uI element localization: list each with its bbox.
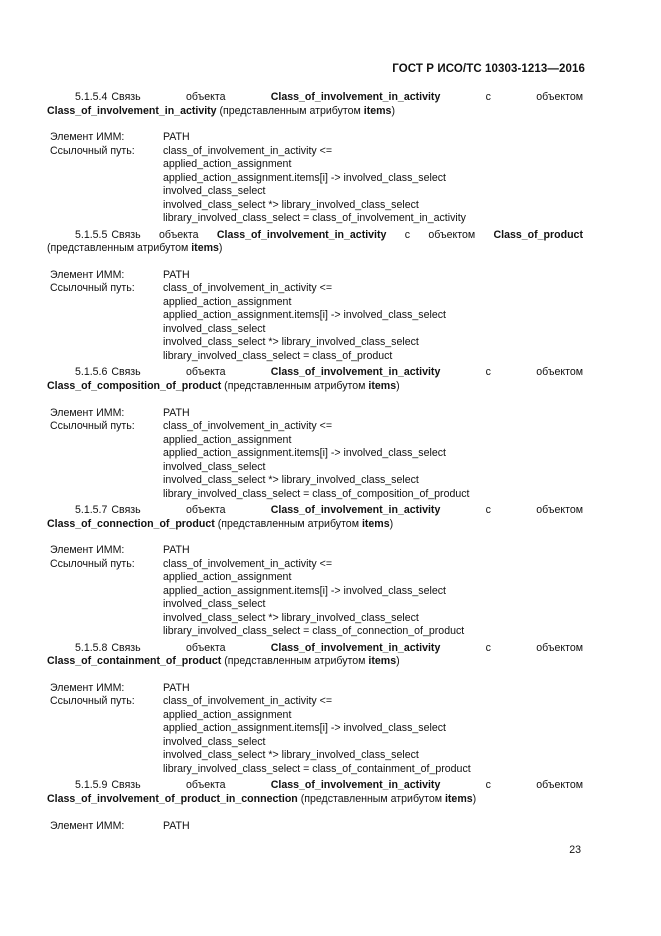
imm-row	[47, 820, 583, 834]
imm-value: PATH	[163, 544, 190, 557]
entity-name: Class_of_involvement_in_activity	[47, 104, 217, 117]
ref-path-lines	[163, 145, 583, 226]
heading-text: с объектом	[440, 641, 583, 654]
path-line: applied_action_assignment.items[i] -> involved_class_select	[163, 584, 446, 597]
imm-row	[47, 682, 583, 696]
ref-path-lines	[163, 695, 583, 776]
ref-path-row	[47, 558, 583, 639]
attribute-name: items	[191, 242, 219, 255]
ref-path-row	[47, 145, 583, 226]
heading-text: с объектом	[440, 504, 583, 517]
path-line: class_of_involvement_in_activity <=	[163, 557, 333, 570]
clause-number: 5.1.5.8	[75, 641, 108, 654]
ref-path-lines	[163, 420, 583, 501]
entity-name: Class_of_involvement_in_activity	[270, 779, 441, 792]
clause-number: 5.1.5.4	[75, 91, 108, 103]
path-line: library_involved_class_select = class_of_involvement_in_activity	[163, 212, 466, 225]
clause-section	[47, 504, 583, 639]
heading-text: (представленным атрибутом	[216, 104, 364, 117]
path-line: involved_class_select	[163, 322, 266, 335]
path-line: applied_action_assignment.items[i] -> involved_class_select	[163, 309, 446, 322]
path-line: applied_action_assignment	[163, 158, 292, 171]
path-line: class_of_involvement_in_activity <=	[163, 282, 333, 295]
clause-heading	[47, 91, 583, 118]
imm-value: PATH	[163, 268, 190, 281]
heading-text: Связь объекта	[111, 91, 271, 103]
clause-heading	[47, 229, 583, 256]
heading-text: (представленным атрибутом	[221, 379, 369, 392]
heading-text: с объектом	[440, 366, 583, 379]
path-line: applied_action_assignment	[163, 295, 292, 308]
ref-path-row	[47, 695, 583, 776]
path-line: applied_action_assignment	[163, 433, 292, 446]
ref-path-lines	[163, 558, 583, 639]
clause-number: 5.1.5.7	[75, 504, 108, 517]
attribute-name: items	[368, 379, 397, 392]
entity-name: Class_of_connection_of_product	[47, 517, 215, 530]
clause-number: 5.1.5.9	[75, 779, 108, 792]
ref-path-row	[47, 282, 583, 363]
path-line: applied_action_assignment.items[i] -> involved_class_select	[163, 171, 446, 184]
heading-text: )	[472, 793, 477, 806]
clause-section	[47, 229, 583, 364]
clause-section	[47, 642, 583, 777]
entity-name: Class_of_containment_of_product	[47, 655, 222, 668]
clause-number: 5.1.5.5	[75, 228, 108, 241]
path-line: involved_class_select *> library_involved_class_select	[163, 474, 419, 487]
entity-name: Class_of_involvement_in_activity	[270, 91, 441, 103]
heading-text: )	[396, 379, 400, 392]
path-line: involved_class_select	[163, 735, 266, 748]
clause-heading	[47, 779, 583, 806]
imm-label: Элемент ИММ:	[50, 544, 125, 557]
path-line: applied_action_assignment	[163, 708, 292, 721]
heading-text: )	[218, 242, 223, 255]
document-body	[47, 91, 583, 833]
clause-section	[47, 91, 583, 226]
path-line: involved_class_select *> library_involved_class_select	[163, 611, 419, 624]
imm-value: PATH	[163, 131, 190, 144]
imm-label: Элемент ИММ:	[50, 268, 125, 281]
ref-path-label: Ссылочный путь:	[50, 282, 135, 295]
heading-text: )	[396, 655, 400, 668]
path-line: involved_class_select *> library_involved_class_select	[163, 198, 419, 211]
clause-heading	[47, 366, 583, 393]
path-line: library_involved_class_select = class_of_connection_of_product	[163, 625, 465, 638]
entity-name: Class_of_involvement_in_activity	[270, 641, 441, 654]
attribute-name: items	[361, 517, 390, 530]
imm-row	[47, 544, 583, 558]
path-line: class_of_involvement_in_activity <=	[163, 420, 333, 433]
entity-name: Class_of_product	[493, 228, 583, 241]
heading-text: с объектом	[440, 779, 583, 792]
path-line: involved_class_select	[163, 598, 266, 611]
imm-row	[47, 131, 583, 145]
heading-text: с объектом	[440, 91, 583, 103]
path-line: involved_class_select *> library_involved_class_select	[163, 336, 419, 349]
heading-text: Связь объекта	[111, 228, 217, 241]
entity-name: Class_of_involvement_in_activity	[270, 366, 441, 379]
imm-row	[47, 269, 583, 283]
ref-path-label: Ссылочный путь:	[50, 420, 135, 433]
imm-label: Элемент ИММ:	[50, 819, 125, 832]
heading-text: )	[389, 517, 394, 530]
entity-name: Class_of_composition_of_product	[47, 379, 222, 392]
heading-text: с объектом	[386, 228, 494, 241]
ref-path-row	[47, 420, 583, 501]
entity-name: Class_of_involvement_in_activity	[216, 228, 387, 241]
clause-number: 5.1.5.6	[75, 366, 108, 379]
path-line: involved_class_select *> library_involved_class_select	[163, 749, 419, 762]
ref-path-label: Ссылочный путь:	[50, 557, 135, 570]
heading-text: Связь объекта	[111, 366, 271, 379]
path-line: applied_action_assignment.items[i] -> involved_class_select	[163, 722, 446, 735]
imm-value: PATH	[163, 406, 190, 419]
heading-text: (представленным атрибутом	[214, 517, 362, 530]
path-line: applied_action_assignment.items[i] -> involved_class_select	[163, 447, 446, 460]
heading-text: Связь объекта	[111, 779, 271, 792]
heading-text: Связь объекта	[111, 641, 271, 654]
imm-label: Элемент ИММ:	[50, 131, 125, 144]
imm-value: PATH	[163, 819, 190, 832]
path-line: library_involved_class_select = class_of_composition_of_product	[163, 487, 470, 500]
path-line: library_involved_class_select = class_of_containment_of_product	[163, 762, 471, 775]
ref-path-label: Ссылочный путь:	[50, 695, 135, 708]
heading-text: (представленным атрибутом	[297, 793, 445, 806]
ref-path-lines	[163, 282, 583, 363]
clause-heading	[47, 642, 583, 669]
imm-label: Элемент ИММ:	[50, 681, 125, 694]
entity-name: Class_of_involvement_of_product_in_connection	[47, 793, 298, 806]
heading-text: Связь объекта	[111, 504, 271, 517]
attribute-name: items	[368, 655, 397, 668]
heading-text: (представленным атрибутом	[47, 242, 192, 255]
heading-text: )	[391, 104, 395, 117]
clause-section	[47, 779, 583, 833]
clause-heading	[47, 504, 583, 531]
clause-section	[47, 366, 583, 501]
ref-path-label: Ссылочный путь:	[50, 144, 135, 157]
imm-row	[47, 407, 583, 421]
attribute-name: items	[363, 104, 392, 117]
page-number: 23	[569, 844, 581, 856]
path-line: class_of_involvement_in_activity <=	[163, 144, 333, 157]
entity-name: Class_of_involvement_in_activity	[270, 504, 441, 517]
imm-value: PATH	[163, 681, 190, 694]
path-line: applied_action_assignment	[163, 571, 292, 584]
path-line: involved_class_select	[163, 185, 266, 198]
attribute-name: items	[444, 793, 473, 806]
path-line: library_involved_class_select = class_of_product	[163, 349, 393, 362]
path-line: involved_class_select	[163, 460, 266, 473]
path-line: class_of_involvement_in_activity <=	[163, 695, 333, 708]
heading-text: (представленным атрибутом	[221, 655, 369, 668]
imm-label: Элемент ИММ:	[50, 406, 125, 419]
document-header: ГОСТ Р ИСО/ТС 10303-1213—2016	[392, 63, 585, 75]
